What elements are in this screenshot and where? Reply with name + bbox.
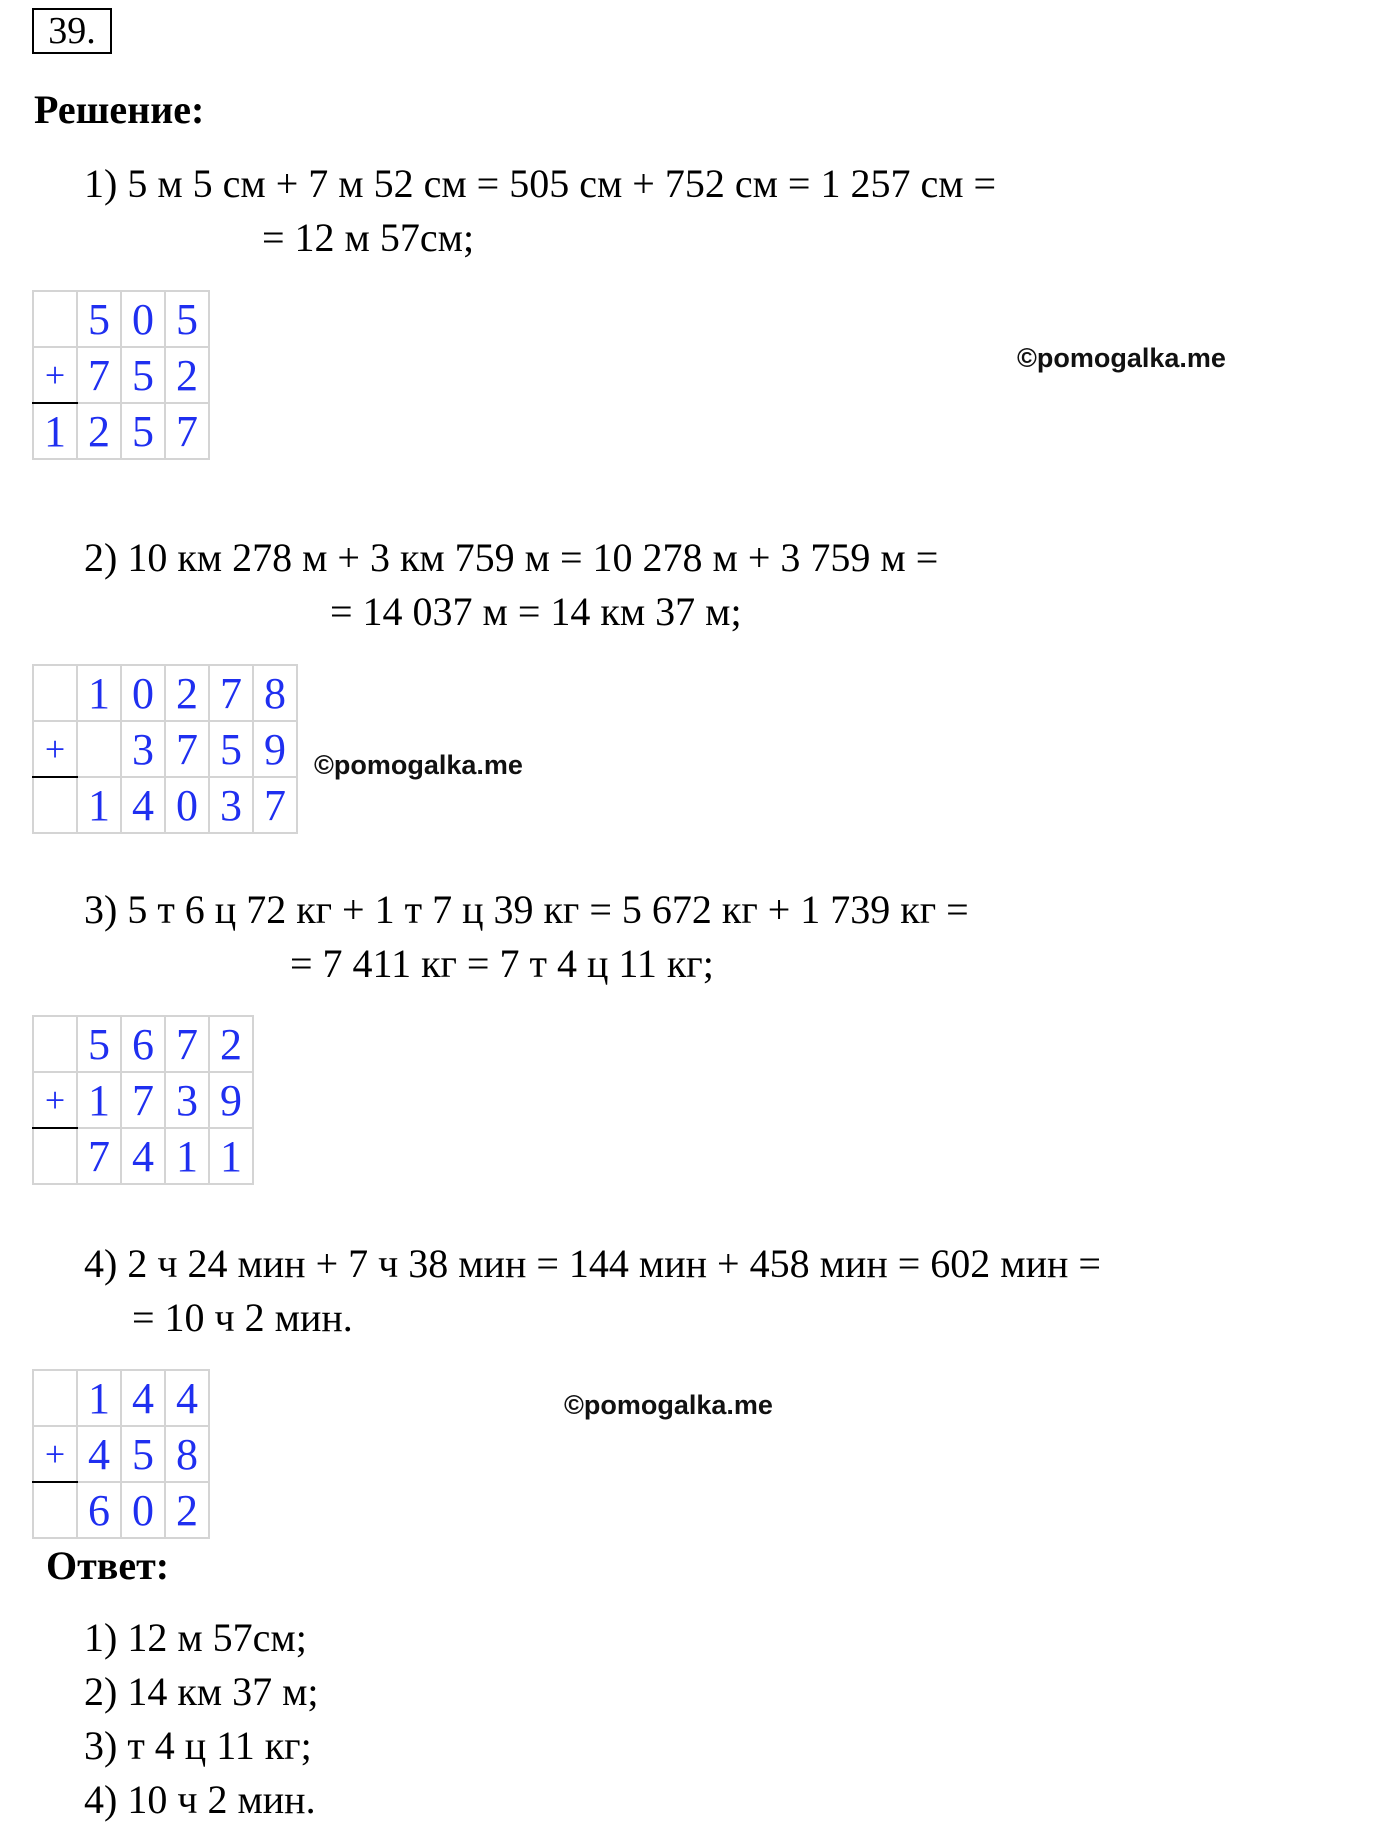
grid-cell bbox=[33, 1482, 77, 1538]
step-2-line-2: = 14 037 м = 14 км 37 м; bbox=[330, 589, 742, 634]
grid-cell: 2 bbox=[165, 665, 209, 721]
grid-cell: 4 bbox=[121, 1370, 165, 1426]
grid-cell: 2 bbox=[209, 1016, 253, 1072]
watermark: ©pomogalka.me bbox=[314, 750, 523, 780]
grid-cell: 1 bbox=[77, 1072, 121, 1128]
grid-cell: 1 bbox=[77, 777, 121, 833]
grid-cell: 5 bbox=[121, 1426, 165, 1482]
grid-cell: 4 bbox=[77, 1426, 121, 1482]
answer-1: 1) 12 м 57см; bbox=[84, 1615, 307, 1660]
grid-cell: 1 bbox=[77, 1370, 121, 1426]
grid-cell: 6 bbox=[77, 1482, 121, 1538]
grid-cell bbox=[33, 777, 77, 833]
grid-cell: 7 bbox=[77, 347, 121, 403]
answer-3: 3) т 4 ц 11 кг; bbox=[84, 1723, 312, 1768]
grid-cell bbox=[33, 665, 77, 721]
grid-cell: 1 bbox=[165, 1128, 209, 1184]
grid-cell: 6 bbox=[121, 1016, 165, 1072]
step-1-line-1: 1) 5 м 5 см + 7 м 52 см = 505 см + 752 см = 1 257 см = bbox=[84, 161, 997, 206]
grid-cell: 5 bbox=[77, 1016, 121, 1072]
step-1-line-2: = 12 м 57см; bbox=[262, 215, 475, 260]
grid-cell: 7 bbox=[165, 721, 209, 777]
step-1-column-addition bbox=[32, 290, 210, 460]
step-2-line-1: 2) 10 км 278 м + 3 км 759 м = 10 278 м + 3 759 м = bbox=[84, 535, 939, 580]
grid-cell: 0 bbox=[121, 665, 165, 721]
grid-cell: 9 bbox=[209, 1072, 253, 1128]
step-4-column-addition bbox=[32, 1369, 210, 1539]
grid-cell: 7 bbox=[121, 1072, 165, 1128]
grid-cell bbox=[33, 1128, 77, 1184]
grid-cell: 5 bbox=[121, 347, 165, 403]
grid-cell: 2 bbox=[77, 403, 121, 459]
grid-cell bbox=[33, 291, 77, 347]
grid-cell: 3 bbox=[121, 721, 165, 777]
grid-cell bbox=[33, 1016, 77, 1072]
grid-cell: 1 bbox=[33, 403, 77, 459]
step-4-line-2: = 10 ч 2 мин. bbox=[132, 1295, 353, 1340]
step-2-column-addition bbox=[32, 664, 298, 834]
plus-sign: + bbox=[33, 1426, 77, 1482]
grid-cell: 7 bbox=[77, 1128, 121, 1184]
step-4-line-1: 4) 2 ч 24 мин + 7 ч 38 мин = 144 мин + 458 мин = 602 мин = bbox=[84, 1241, 1101, 1286]
grid-cell: 7 bbox=[165, 1016, 209, 1072]
grid-cell: 9 bbox=[253, 721, 297, 777]
solution-heading: Решение: bbox=[34, 87, 205, 132]
grid-cell bbox=[33, 1370, 77, 1426]
grid-cell: 2 bbox=[165, 347, 209, 403]
grid-cell: 5 bbox=[209, 721, 253, 777]
grid-cell: 4 bbox=[121, 1128, 165, 1184]
grid-cell: 5 bbox=[121, 403, 165, 459]
grid-cell: 3 bbox=[165, 1072, 209, 1128]
task-number: 39. bbox=[32, 8, 112, 54]
watermark: ©pomogalka.me bbox=[1017, 343, 1226, 373]
grid-cell bbox=[77, 721, 121, 777]
grid-cell: 4 bbox=[121, 777, 165, 833]
watermark: ©pomogalka.me bbox=[564, 1390, 773, 1420]
answer-4: 4) 10 ч 2 мин. bbox=[84, 1777, 316, 1822]
grid-cell: 0 bbox=[165, 777, 209, 833]
grid-cell: 1 bbox=[209, 1128, 253, 1184]
grid-cell: 8 bbox=[253, 665, 297, 721]
grid-cell: 0 bbox=[121, 1482, 165, 1538]
grid-cell: 5 bbox=[165, 291, 209, 347]
plus-sign: + bbox=[33, 1072, 77, 1128]
answer-heading: Ответ: bbox=[46, 1543, 170, 1588]
step-3-column-addition bbox=[32, 1015, 254, 1185]
grid-cell: 2 bbox=[165, 1482, 209, 1538]
grid-cell: 5 bbox=[77, 291, 121, 347]
grid-cell: 3 bbox=[209, 777, 253, 833]
grid-cell: 1 bbox=[77, 665, 121, 721]
grid-cell: 0 bbox=[121, 291, 165, 347]
grid-cell: 7 bbox=[209, 665, 253, 721]
plus-sign: + bbox=[33, 721, 77, 777]
grid-cell: 4 bbox=[165, 1370, 209, 1426]
step-3-line-1: 3) 5 т 6 ц 72 кг + 1 т 7 ц 39 кг = 5 672 кг + 1 739 кг = bbox=[84, 887, 969, 932]
grid-cell: 7 bbox=[165, 403, 209, 459]
answer-2: 2) 14 км 37 м; bbox=[84, 1669, 319, 1714]
grid-cell: 7 bbox=[253, 777, 297, 833]
plus-sign: + bbox=[33, 347, 77, 403]
grid-cell: 8 bbox=[165, 1426, 209, 1482]
step-3-line-2: = 7 411 кг = 7 т 4 ц 11 кг; bbox=[290, 941, 714, 986]
